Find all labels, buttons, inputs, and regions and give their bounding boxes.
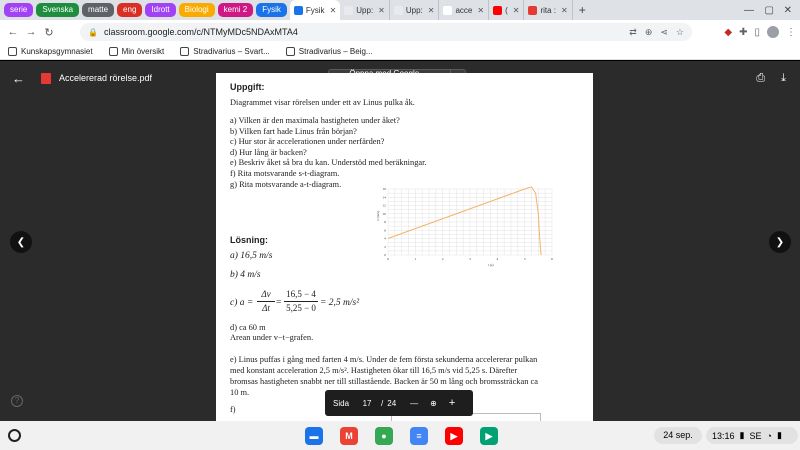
- ee-icon: [344, 6, 353, 15]
- frac1-numerator: Δv: [261, 289, 271, 299]
- bookmark-label: Min översikt: [121, 47, 165, 56]
- equals-sign: =: [276, 298, 282, 308]
- bookmark-item[interactable]: [8, 47, 93, 56]
- google-icon: [443, 6, 452, 15]
- x-tick-label: 1: [414, 257, 417, 261]
- bookmarks-bar: [0, 44, 800, 60]
- address-bar: [0, 20, 800, 44]
- browser-tab[interactable]: [340, 0, 390, 20]
- url-field[interactable]: [80, 23, 692, 41]
- pdf-file-icon: [41, 73, 51, 84]
- tab-label: (: [505, 5, 508, 15]
- answer-e-line: med konstant acceleration 2,5 m/s². Hastigheten ökar till 16,5 m/s vid 5,25 s. Därefter: [230, 366, 518, 375]
- x-tick-label: 2: [441, 257, 444, 261]
- youtube-icon: [493, 6, 502, 15]
- profile-avatar-icon[interactable]: [767, 26, 779, 38]
- files-app-icon[interactable]: ▬: [305, 427, 323, 445]
- current-page-input[interactable]: 17: [362, 398, 372, 408]
- question-item: b) Vilken fart hade Linus från början?: [230, 126, 357, 136]
- frac1-line: [257, 301, 275, 302]
- new-tab-icon[interactable]: +: [578, 3, 586, 17]
- answer-d-explanation: Arean under v−t−grafen.: [230, 333, 314, 342]
- status-tray[interactable]: [706, 427, 798, 444]
- y-tick-label: 12: [382, 203, 386, 208]
- y-tick-label: 14: [382, 195, 386, 200]
- menu-kebab-icon[interactable]: ⋮: [786, 26, 796, 38]
- circle-icon: [109, 47, 118, 56]
- answer-c-prefix: c) a =: [230, 298, 254, 308]
- date-pill[interactable]: 24 sep.: [654, 427, 702, 444]
- frac2-line: [284, 301, 318, 302]
- bookmark-item[interactable]: [180, 47, 269, 56]
- reload-icon[interactable]: ↻: [44, 26, 54, 39]
- close-tab-icon[interactable]: ✕: [512, 5, 520, 15]
- minimize-icon[interactable]: —: [744, 4, 754, 16]
- wifi-icon: ◔: [766, 430, 772, 441]
- pdf-page: [216, 73, 593, 421]
- y-tick-label: 6: [384, 228, 386, 233]
- os-shelf: [0, 421, 800, 450]
- url-text: classroom.google.com/c/NTMyMDc5NDAxMTA4: [103, 27, 298, 37]
- tab-group-chip[interactable]: matte: [82, 3, 114, 17]
- print-icon[interactable]: ⎙: [756, 71, 766, 84]
- answer-c-result: = 2,5 m/s²: [320, 298, 360, 308]
- question-item: f) Rita motsvarande s-t-diagram.: [230, 169, 340, 178]
- folder-icon: [8, 47, 17, 56]
- frac2-denominator: 5,25 − 0: [286, 303, 316, 313]
- bookmark-label: Stradivarius – Svart...: [193, 47, 270, 56]
- zoom-plus-icon[interactable]: +: [448, 397, 456, 409]
- browser-tab[interactable]: [290, 0, 340, 20]
- tab-group-chip[interactable]: kemi 2: [218, 3, 254, 17]
- bookmark-star-icon[interactable]: ☆: [675, 26, 684, 37]
- chrome-app-icon[interactable]: ●: [375, 427, 393, 445]
- question-item: d) Hur lång är backen?: [230, 147, 307, 157]
- tab-label: Upp:: [356, 5, 374, 15]
- help-icon[interactable]: ?: [11, 395, 23, 407]
- tab-group-chip[interactable]: Fysik: [256, 3, 287, 17]
- tab-label: Upp:: [405, 5, 423, 15]
- download-icon[interactable]: ⤓: [781, 71, 786, 84]
- s-icon: [180, 47, 189, 56]
- close-window-icon[interactable]: ✕: [783, 4, 792, 16]
- page-navigation: [325, 390, 473, 416]
- close-tab-icon[interactable]: ✕: [427, 5, 435, 15]
- lock-icon[interactable]: 🔒: [88, 27, 98, 37]
- bookmark-item[interactable]: [109, 47, 165, 56]
- close-tab-icon[interactable]: ✕: [378, 5, 385, 15]
- task-heading: Uppgift:: [230, 82, 265, 92]
- browser-tab[interactable]: [439, 0, 489, 20]
- ee-icon: [394, 6, 403, 15]
- next-page-icon[interactable]: ❯: [769, 231, 791, 253]
- browser-tab[interactable]: [489, 0, 524, 20]
- share-icon[interactable]: ⋖: [660, 26, 668, 37]
- launcher-icon[interactable]: [8, 429, 21, 442]
- browser-tab[interactable]: [390, 0, 440, 20]
- answer-a: a) 16,5 m/s: [230, 251, 273, 261]
- tab-group-chip[interactable]: Svenska: [36, 3, 79, 17]
- answer-e-line: bromsas hastigheten snabbt ner till stillastående. Backen är 50 m lång och bromssträckan ca: [230, 377, 538, 386]
- tab-label: rita :: [540, 5, 557, 15]
- file-name: Accelererad rörelse.pdf: [59, 73, 153, 83]
- frac1-denominator: Δt: [262, 303, 270, 313]
- tab-group-chip[interactable]: Idrott: [145, 3, 175, 17]
- answer-b: b) 4 m/s: [230, 270, 261, 280]
- close-tab-icon[interactable]: ✕: [477, 5, 485, 15]
- tab-group-chip[interactable]: Biologi: [179, 3, 215, 17]
- previous-page-icon[interactable]: ❮: [10, 231, 32, 253]
- question-item: c) Hur stor är accelerationen under nerfärden?: [230, 137, 385, 147]
- x-tick-label: 0: [387, 257, 389, 261]
- x-tick-label: 6: [551, 257, 553, 261]
- tab-strip: [0, 0, 800, 20]
- bookmark-label: Kunskapsgymnasiet: [21, 47, 93, 56]
- time: 13:16: [712, 430, 735, 441]
- locale: SE: [749, 430, 762, 441]
- tab-group-chip[interactable]: eng: [117, 3, 142, 17]
- close-tab-icon[interactable]: ✕: [561, 5, 568, 15]
- red-cross-icon: [528, 6, 537, 15]
- classroom-icon: [294, 6, 303, 15]
- x-tick-label: 4: [496, 257, 499, 261]
- browser-tab[interactable]: [524, 0, 572, 20]
- back-arrow-icon[interactable]: ←: [12, 70, 25, 86]
- youtube-app-icon[interactable]: ▶: [445, 427, 463, 445]
- page-label: Sida: [333, 398, 350, 408]
- zoom-out-icon[interactable]: —: [410, 398, 419, 408]
- question-item: g) Rita motsvarande a-t-diagram.: [230, 179, 342, 189]
- y-tick-label: 4: [384, 236, 386, 241]
- bookmark-label: Stradivarius – Beig...: [298, 47, 373, 56]
- x-tick-label: 3: [469, 257, 471, 261]
- velocity-time-chart: [376, 185, 560, 267]
- bookmark-item[interactable]: [286, 47, 373, 56]
- s-icon: [286, 47, 295, 56]
- close-tab-icon[interactable]: ✕: [329, 5, 337, 15]
- y-tick-label: 16: [382, 187, 386, 192]
- page-separator: /: [381, 398, 384, 408]
- back-icon[interactable]: ←: [7, 26, 19, 38]
- side-panel-icon[interactable]: ▯: [754, 26, 760, 38]
- play-store-app-icon[interactable]: ▶: [480, 427, 498, 445]
- task-intro: Diagrammet visar rörelsen under ett av Linus pulka åk.: [230, 98, 415, 107]
- answer-d-value: d) ca 60 m: [230, 323, 266, 332]
- forward-icon[interactable]: →: [25, 26, 37, 38]
- x-tick-label: 5: [523, 257, 526, 261]
- x-axis-label: t (s): [488, 263, 494, 267]
- answer-e-line: 10 m.: [230, 388, 250, 397]
- tab-label: Fysik: [305, 5, 325, 15]
- answer-f: f): [230, 405, 236, 414]
- extension-shield-icon[interactable]: ◆: [724, 26, 733, 38]
- tab-group-chip[interactable]: serie: [4, 3, 33, 17]
- zoom-icon[interactable]: ⊕: [644, 26, 653, 37]
- pdf-viewer: [0, 61, 800, 421]
- extensions-puzzle-icon[interactable]: ✚: [739, 26, 748, 38]
- maximize-icon[interactable]: ▢: [764, 4, 774, 16]
- y-axis-label: v (m/s): [376, 210, 380, 221]
- question-item: e) Beskriv åket så bra du kan. Understöd med beräkningar.: [230, 158, 427, 168]
- answer-e-line: e) Linus puffas i gång med farten 4 m/s. Under de fem första sekunderna accelererar pulkan: [230, 355, 538, 364]
- y-tick-label: 10: [382, 211, 386, 216]
- y-tick-label: 8: [384, 220, 386, 225]
- frac2-numerator: 16,5 − 4: [286, 289, 316, 299]
- y-tick-label: 2: [384, 244, 386, 249]
- gmail-app-icon[interactable]: M: [340, 427, 358, 445]
- battery-icon: ▮: [739, 430, 745, 440]
- translate-icon[interactable]: ⇄: [629, 26, 637, 37]
- y-tick-label: 0: [384, 253, 386, 258]
- solution-heading: Lösning:: [230, 235, 268, 245]
- battery-level-icon: ▮: [776, 430, 782, 440]
- zoom-in-magnifier-icon[interactable]: ⊕: [430, 398, 437, 408]
- total-pages: 24: [387, 398, 397, 408]
- question-item: a) Vilken är den maximala hastigheten under åket?: [230, 116, 400, 125]
- docs-app-icon[interactable]: ≡: [410, 427, 428, 445]
- tab-label: acce: [455, 5, 473, 15]
